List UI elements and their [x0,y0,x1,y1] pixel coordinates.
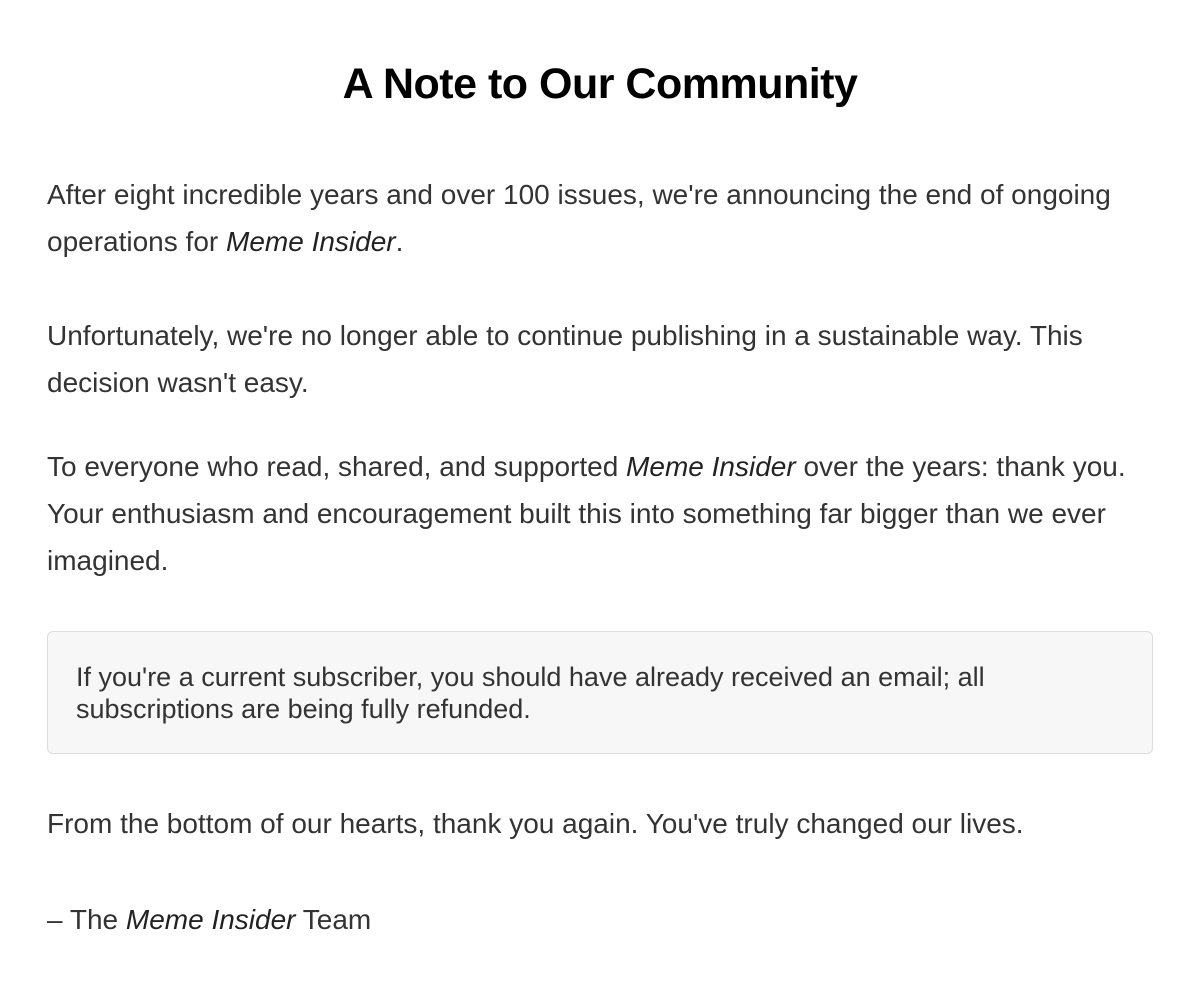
signature-prefix: – The [47,904,126,935]
subscriber-notice-text: If you're a current subscriber, you should have already received an email; all subscriptions are being fully refunded. [76,662,985,724]
reason-paragraph: Unfortunately, we're no longer able to continue publishing in a sustainable way. This decision wasn't easy. [47,320,1083,398]
closing-paragraph: From the bottom of our hearts, thank you again. You've truly changed our lives. [47,808,1024,839]
thanks-paragraph [47,443,1153,584]
intro-text: After eight incredible years and over 100 issues, we're announcing the end of ongoing operations for [47,179,1111,257]
publication-name: Meme Insider [626,451,796,482]
intro-text-end: . [395,226,404,257]
signature [47,896,1153,943]
signature-suffix: Team [295,904,372,935]
subscriber-notice-box [47,631,1153,754]
intro-paragraph [47,171,1153,265]
thanks-text: To everyone who read, shared, and supported [47,451,627,482]
page-title: A Note to Our Community [342,60,858,108]
thanks-text-end: over the years: thank you. Your enthusiasm and encouragement built this into something far bigger than we ever imagined. [47,451,1126,576]
publication-name: Meme Insider [226,226,396,257]
publication-name: Meme Insider [125,904,296,935]
